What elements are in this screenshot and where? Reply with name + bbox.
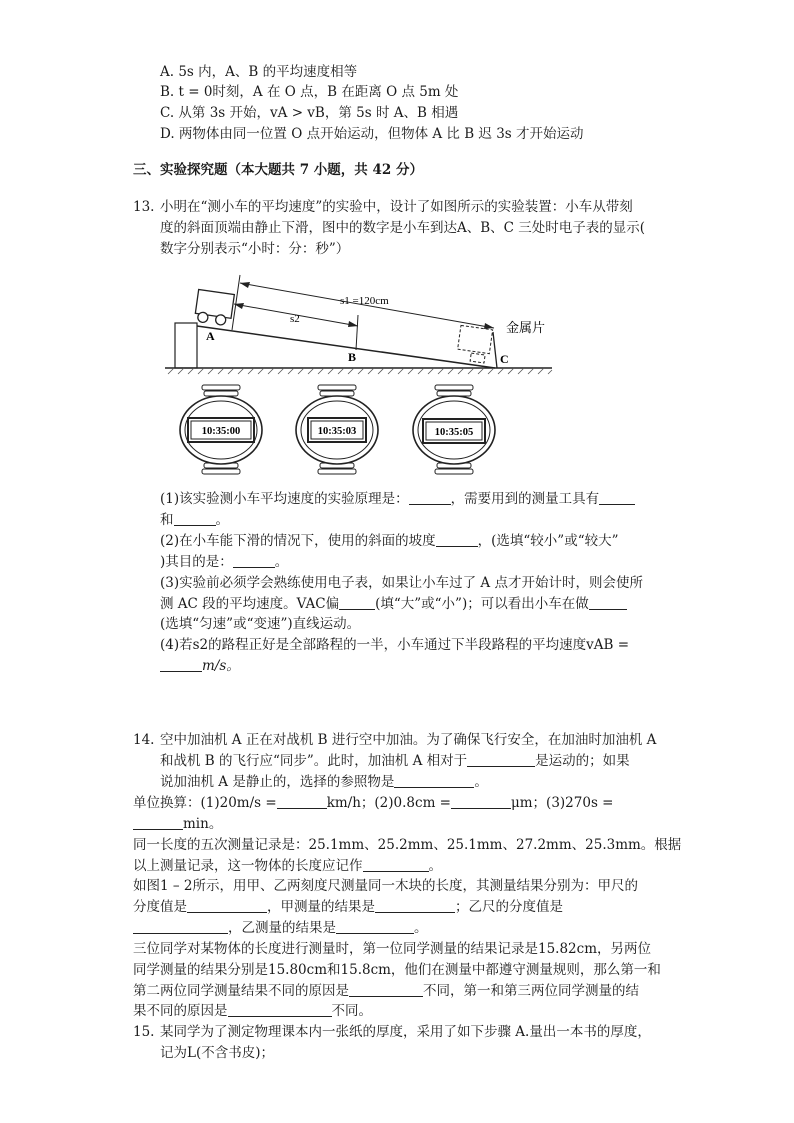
q15-line2: 记为L(不含书皮)；: [160, 1045, 274, 1061]
answer-blank[interactable]: [467, 752, 535, 767]
incline-figure: [160, 270, 560, 488]
q14-line1: 空中加油机 A 正在对战机 B 进行空中加油。为了确保飞行安全，在加油时加油机 A: [160, 732, 657, 748]
unit-conversion-line1: 单位换算：(1)20m/s = km/h；(2)0.8cm = μm；(3)270s =: [133, 795, 614, 811]
unit-conversion-line2: min。: [133, 815, 222, 833]
point-a-label: A: [206, 329, 215, 343]
answer-blank[interactable]: [409, 490, 451, 505]
answer-blank[interactable]: [133, 815, 183, 830]
three-students-line1: 三位同学对某物体的长度进行测量时，第一位同学测量的结果记录是15.82cm，另两位: [133, 941, 652, 957]
answer-blank[interactable]: [339, 595, 375, 610]
q13-part4-line1: (4)若s2的路程正好是全部路程的一半，小车通过下半段路程的平均速度vAB =: [160, 637, 630, 653]
q13-part4-line2: m/s。: [160, 657, 240, 675]
record-line2: 以上测量记录，这一物体的长度应记作 。: [133, 858, 442, 874]
q13-stem-line3: 数字分别表示“小时：分：秒”）: [160, 241, 350, 257]
cart-dashed: [456, 325, 492, 363]
q13-stem-line2: 度的斜面顶端由静止下滑，图中的数字是小车到达A、B、C 三处时电子表的显示(: [160, 220, 646, 236]
option-b: B. t = 0时刻，A 在 O 点，B 在距离 O 点 5m 处: [160, 84, 459, 100]
answer-blank[interactable]: [133, 919, 228, 934]
q15-line1: 某同学为了测定物理课本内一张纸的厚度，采用了如下步骤 A.量出一本书的厚度，: [160, 1024, 651, 1040]
answer-blank[interactable]: [187, 898, 267, 913]
point-c-label: C: [500, 352, 509, 366]
answer-blank[interactable]: [436, 532, 478, 547]
figure-ruler-line1: 如图1 – 2所示，用甲、乙两刻度尺测量同一木块的长度，其测量结果分别为：甲尺的: [133, 878, 639, 894]
answer-blank[interactable]: [174, 511, 216, 526]
s2-label: s2: [290, 313, 300, 325]
q13-part2-line2: )其目的是： 。: [160, 554, 289, 570]
q13-part1-line2: 和 。: [160, 512, 229, 528]
figure-ruler-line2: 分度值是 ，甲测量的结果是 ；乙尺的分度值是: [133, 899, 563, 915]
clock-c-display: 10:35:05: [434, 427, 474, 438]
q14-number: 14.: [133, 732, 155, 748]
stopwatch-a: [180, 385, 262, 474]
option-a: A. 5s 内，A、B 的平均速度相等: [160, 64, 358, 80]
answer-blank[interactable]: [451, 794, 511, 809]
q14-line2: 和战机 B 的飞行应“同步”。此时，加油机 A 相对于 是运动的；如果: [160, 753, 630, 769]
q15-number: 15.: [133, 1024, 155, 1040]
answer-blank[interactable]: [375, 898, 455, 913]
incline-surface: [197, 326, 495, 368]
cart: [194, 290, 234, 327]
option-d: D. 两物体由同一位置 O 点开始运动，但物体 A 比 B 迟 3s 才开始运动: [160, 126, 584, 142]
q13-number: 13.: [133, 199, 155, 215]
answer-blank[interactable]: [589, 595, 627, 610]
answer-blank[interactable]: [599, 490, 635, 505]
answer-blank[interactable]: [233, 553, 275, 568]
q13-part1-line1: (1)该实验测小车平均速度的实验原理是： ，需要用到的测量工具有: [160, 490, 635, 508]
three-students-line4: 果不同的原因是 不同。: [133, 1003, 372, 1019]
answer-blank[interactable]: [160, 657, 202, 672]
three-students-line3: 第二两位同学测量结果不同的原因是 不同，第一和第三两位同学测量的结: [133, 983, 639, 999]
answer-blank[interactable]: [336, 919, 414, 934]
q13-part2-line1: (2)在小车能下滑的情况下，使用的斜面的坡度 ，(选填“较小”或“较大”: [160, 533, 619, 549]
metal-plate: [493, 332, 497, 368]
q13-part3-line1: (3)实验前必须学会熟练使用电子表，如果让小车过了 A 点才开始计时，则会使所: [160, 575, 643, 591]
q13-part3-line2: 测 AC 段的平均速度。VAC偏 (填“大”或“小”)；可以看出小车在做: [160, 595, 627, 613]
figure-ruler-line3: ，乙测量的结果是 。: [133, 919, 428, 937]
three-students-line2: 同学测量的结果分别是15.80cm和15.8cm，他们在测量中都遵守测量规则，那么第一和: [133, 962, 661, 978]
point-b-label: B: [348, 350, 357, 364]
section-heading: 三、实验探究题（本大题共 7 小题，共 42 分）: [133, 162, 423, 178]
stopwatch-b: [296, 385, 378, 474]
answer-blank[interactable]: [363, 857, 429, 872]
answer-blank[interactable]: [349, 982, 423, 997]
ground-hatch: [168, 368, 552, 374]
answer-blank[interactable]: [277, 794, 327, 809]
s1-label: s1 =120cm: [340, 295, 389, 307]
record-line1: 同一长度的五次测量记录是：25.1mm、25.2mm、25.1mm、27.2mm、25.3mm。根据: [133, 837, 682, 853]
clock-a-display: 10:35:00: [201, 426, 241, 437]
q14-line3: 说加油机 A 是静止的，选择的参照物是 。: [160, 774, 488, 790]
q13-stem-line1: 小明在“测小车的平均速度”的实验中，设计了如图所示的实验装置：小车从带刻: [160, 199, 633, 215]
answer-blank[interactable]: [394, 773, 474, 788]
answer-blank[interactable]: [228, 1002, 332, 1017]
support-block: [175, 323, 197, 368]
clock-b-display: 10:35:03: [317, 426, 357, 437]
option-c: C. 从第 3s 开始，vA > vB，第 5s 时 A、B 相遇: [160, 105, 459, 121]
metal-plate-label: 金属片: [506, 320, 546, 335]
stopwatch-c: [413, 385, 495, 474]
q13-part3-line3: (选填“匀速”或“变速”)直线运动。: [160, 616, 361, 632]
